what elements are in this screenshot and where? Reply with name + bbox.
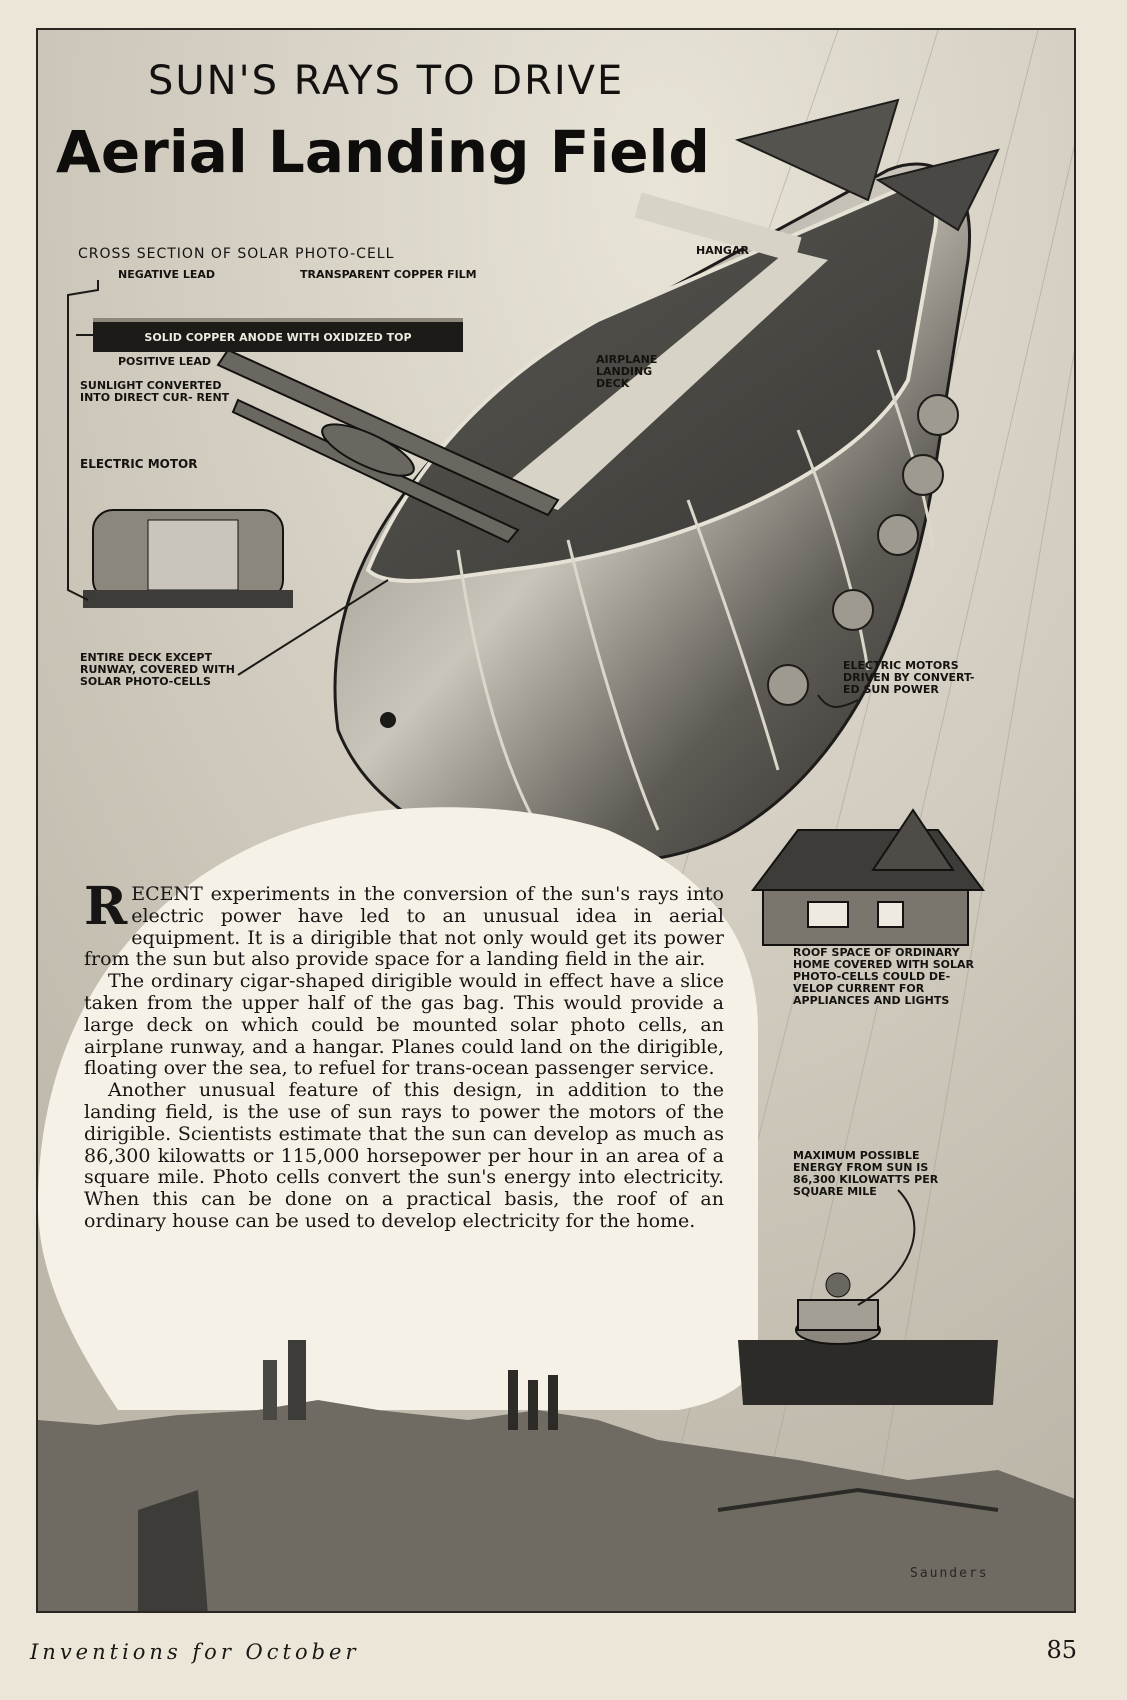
roof-space-label: ROOF SPACE OF ORDINARY HOME COVERED WITH SOLAR PHOTO-CELLS COULD DE- VELOP CURRENT FOR APPLIANCES AND LIGHTS bbox=[793, 946, 974, 1007]
page-number: 85 bbox=[1046, 1636, 1077, 1664]
negative-lead-label: NEGATIVE LEAD bbox=[118, 268, 216, 281]
positive-lead-label: POSITIVE LEAD bbox=[118, 355, 212, 368]
max-energy-label: MAXIMUM POSSIBLE ENERGY FROM SUN IS 86,300 KILOWATTS PER SQUARE MILE bbox=[793, 1149, 939, 1198]
hangar-label: HANGAR bbox=[696, 244, 749, 257]
article-paragraph-3: Another unusual feature of this design, in addition to the landing field, is the use of sun rays to power the motors of the dirigible. Scientists estimate that the sun can develop as much as 86,300 kilowatts or 115,000 horsepower per hour in an area of a square mile. Photo cells convert the sun's energy into electricity. When this can be done on a practical basis, the roof of an ordinary house can be used to develop electricity for the home. bbox=[84, 1079, 724, 1232]
footer-section-title: Inventions for October bbox=[30, 1640, 360, 1664]
artist-signature: Saunders bbox=[910, 1566, 989, 1581]
sunlight-converted-label: SUNLIGHT CONVERTED INTO DIRECT CUR- RENT bbox=[80, 379, 230, 404]
illustration-plate bbox=[36, 28, 1076, 1613]
article-paragraph-1: ECENT experiments in the conversion of the sun's rays into electric power have led to an unusual idea in aerial equipment. It is a dirigible that not only would get its power from the sun but also provide space for a landing field in the air. bbox=[84, 883, 724, 971]
electric-motor-label: ELECTRIC MOTOR bbox=[80, 457, 198, 471]
drop-cap: R bbox=[84, 876, 128, 937]
entire-deck-label: ENTIRE DECK EXCEPT RUNWAY, COVERED WITH SOLAR PHOTO-CELLS bbox=[80, 651, 235, 688]
electric-motors-driven-label: ELECTRIC MOTORS DRIVEN BY CONVERT- ED SUN POWER bbox=[843, 659, 975, 696]
transparent-copper-label: TRANSPARENT COPPER FILM bbox=[300, 268, 477, 281]
landing-deck-label: AIRPLANE LANDING DECK bbox=[596, 353, 658, 390]
page-title: Aerial Landing Field bbox=[56, 118, 710, 186]
electric-motor-illustration bbox=[83, 510, 293, 608]
anode-label: SOLID COPPER ANODE WITH OXIDIZED TOP bbox=[93, 318, 463, 352]
cross-section-label: CROSS SECTION OF SOLAR PHOTO-CELL bbox=[78, 246, 395, 262]
article-body bbox=[84, 876, 724, 1233]
article-paragraph bbox=[84, 876, 724, 971]
article-paragraph-2: The ordinary cigar-shaped dirigible would in effect have a slice taken from the upper half of the gas bag. This would provide a large deck on which could be mounted solar photo cells, an airplane runway, and a hangar. Planes could land on the dirigible, floating over the sea, to refuel for trans-ocean passenger service. bbox=[84, 970, 724, 1080]
kicker-headline: SUN'S RAYS TO DRIVE bbox=[148, 58, 625, 104]
